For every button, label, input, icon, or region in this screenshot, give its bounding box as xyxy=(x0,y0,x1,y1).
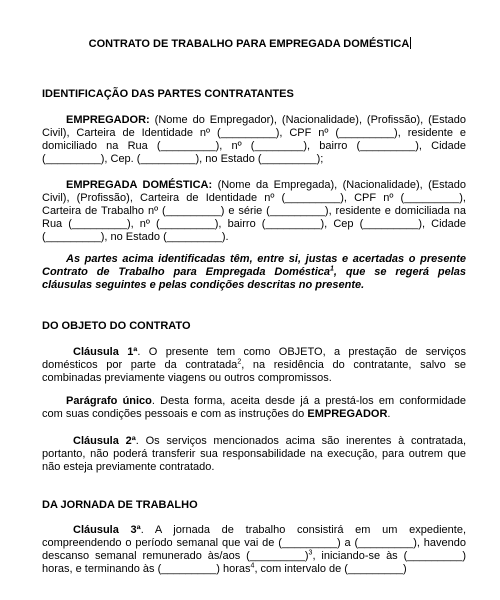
footnote-ref-3: 3 xyxy=(308,549,313,557)
section-heading-identificacao: IDENTIFICAÇÃO DAS PARTES CONTRATANTES xyxy=(42,88,294,100)
footnote-ref-2: 2 xyxy=(237,358,242,366)
paragraph-clausula-2 xyxy=(42,435,466,474)
empregada-label: EMPREGADA DOMÉSTICA: xyxy=(66,179,213,191)
paragrafo-unico-text-2: . xyxy=(387,408,391,420)
paragraph-empregador xyxy=(42,114,466,166)
paragraph-paragrafo-unico xyxy=(42,395,466,421)
clausula-1-text-1: . O presente tem como OBJETO, a prestação de serviços domésticos por parte da contratada xyxy=(42,346,467,371)
paragrafo-unico-label: Parágrafo único xyxy=(66,395,152,407)
clausula-1-text-2: , na residência do contratante, salvo se combinadas previamente viagens ou outros compromissos. xyxy=(42,359,466,384)
footnote-ref-1: 1 xyxy=(330,265,334,273)
document-title xyxy=(0,37,500,51)
agreement-text-2: , que se regerá pelas cláusulas seguintes e pelas condições descritas no presente. xyxy=(42,266,466,291)
paragraph-clausula-1 xyxy=(42,346,466,385)
clausula-2-text: . Os serviços mencionados acima são inerentes à contratada, portanto, não poderá transferir sua responsabilidade na execução, para outrem que não esteja previamente contratado. xyxy=(42,435,467,473)
document-title-text: CONTRATO DE TRABALHO PARA EMPREGADA DOMÉSTICA xyxy=(88,38,410,50)
agreement-text-1: As partes acima identificadas têm, entre si, justas e acertadas o presente Contrato de Trabalho para Empregada Doméstica xyxy=(42,253,466,278)
clausula-3-label: Cláusula 3ª xyxy=(73,524,141,536)
empregador-text: (Nome do Empregador), (Nacionalidade), (Profissão), (Estado Civil), Carteira de Identidade nº (_________), CPF nº (_________), residente e domiciliado na Rua (_________), nº (________), bairro (_________), Cidade (_________), Cep. (_________), no Estado (_________); xyxy=(42,114,466,165)
clausula-1-label: Cláusula 1ª xyxy=(73,346,138,358)
paragrafo-unico-empregador: EMPREGADOR xyxy=(307,408,388,420)
footnote-ref-4: 4 xyxy=(250,562,255,570)
section-heading-objeto: DO OBJETO DO CONTRATO xyxy=(42,320,191,332)
paragrafo-unico-text-1: . Desta forma, aceita desde já a prestá-los em conformidade com suas condições pessoais e com as instruções do xyxy=(42,395,466,420)
clausula-3-text-1: . A jornada de trabalho consistirá em um expediente, compreendendo o período semanal que vai de (_________) a (_________), havendo descanso semanal remunerado às/aos (_________) xyxy=(42,524,467,562)
paragraph-agreement xyxy=(42,253,466,292)
clausula-2-label: Cláusula 2ª xyxy=(73,435,136,447)
paragraph-empregada xyxy=(42,179,466,244)
paragraph-clausula-3 xyxy=(42,524,466,576)
empregador-label: EMPREGADOR: xyxy=(66,114,150,126)
section-heading-jornada: DA JORNADA DE TRABALHO xyxy=(42,499,198,511)
empregada-text: (Nome da Empregada), (Nacionalidade), (Estado Civil), (Profissão), Carteira de Identidade nº (_________), CPF nº (_________), Carteira de Trabalho nº (_________) e série (_________), residente e domiciliada na Rua (_________), nº (_________), bairro (_________), Cep (_________), Cidade (_________), no Estado (_________). xyxy=(42,179,466,243)
clausula-3-text-3: , com intervalo de (_________) xyxy=(254,563,407,575)
text-cursor xyxy=(410,37,411,49)
clausula-3-text-2: , iniciando-se às (_________) horas, e terminando às (_________) horas xyxy=(42,550,467,575)
